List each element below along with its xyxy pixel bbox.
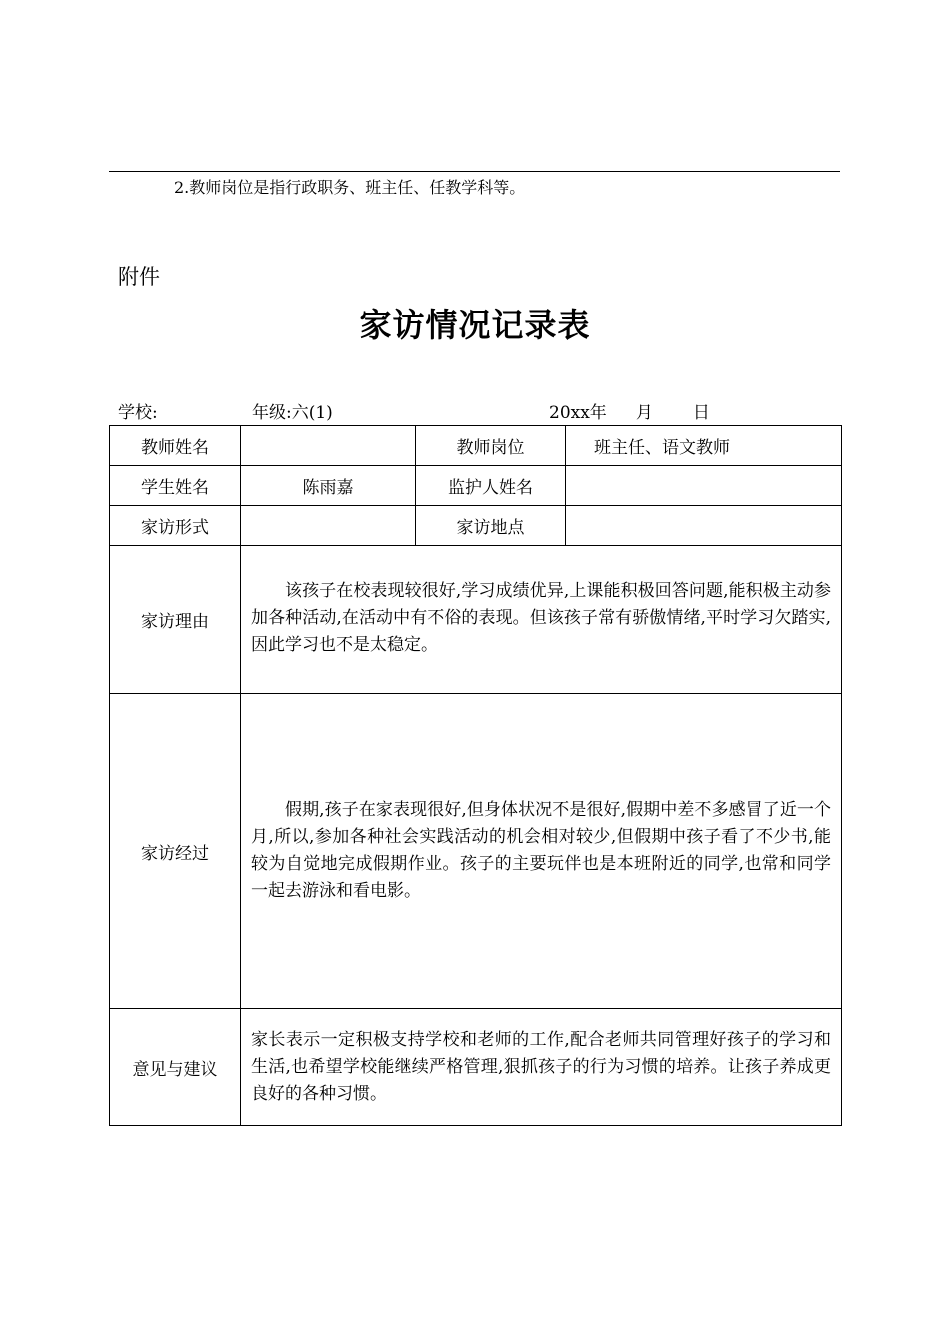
date-month: 月	[635, 403, 653, 423]
home-visit-record-table	[109, 425, 842, 1126]
date-line	[549, 402, 710, 424]
attachment-label: 附件	[118, 265, 160, 289]
visit-reason-label: 家访理由	[110, 546, 241, 694]
date-year: 20xx年	[549, 403, 607, 423]
school-label: 学校:	[118, 403, 158, 423]
visit-place-value	[566, 506, 842, 546]
table-row	[110, 694, 842, 1009]
visit-form-value	[241, 506, 416, 546]
teacher-post-label: 教师岗位	[416, 426, 566, 466]
teacher-name-value	[241, 426, 416, 466]
visit-process-label: 家访经过	[110, 694, 241, 1009]
student-name-label: 学生姓名	[110, 466, 241, 506]
student-name-value: 陈雨嘉	[241, 466, 416, 506]
table-row	[110, 506, 842, 546]
table-row	[110, 1009, 842, 1126]
teacher-name-label: 教师姓名	[110, 426, 241, 466]
visit-reason-cell	[241, 546, 842, 694]
opinion-label: 意见与建议	[110, 1009, 241, 1126]
visit-form-label: 家访形式	[110, 506, 241, 546]
table-row	[110, 426, 842, 466]
visit-place-label: 家访地点	[416, 506, 566, 546]
date-day: 日	[692, 403, 710, 423]
visit-process-text: 假期,孩子在家表现很好,但身体状况不是很好,假期中差不多感冒了近一个月,所以,参加各种社会实践活动的机会相对较少,但假期中孩子看了不少书,能较为自觉地完成假期作业。孩子的主要玩伴也是本班附近的同学,也常和同学一起去游泳和看电影。	[251, 800, 831, 901]
teacher-post-value: 班主任、语文教师	[566, 426, 842, 466]
footnote-text: 2.教师岗位是指行政职务、班主任、任教学科等。	[174, 178, 526, 197]
page-title: 家访情况记录表	[359, 306, 591, 344]
opinion-cell	[241, 1009, 842, 1126]
guardian-name-value	[566, 466, 842, 506]
visit-reason-text: 该孩子在校表现较很好,学习成绩优异,上课能积极回答问题,能积极主动参加各种活动,在活动中有不俗的表现。但该孩子常有骄傲情绪,平时学习欠踏实,因此学习也不是太稳定。	[251, 581, 831, 655]
table-row	[110, 546, 842, 694]
opinion-text: 家长表示一定积极支持学校和老师的工作,配合老师共同管理好孩子的学习和生活,也希望学校能继续严格管理,狠抓孩子的行为习惯的培养。让孩子养成更良好的各种习惯。	[251, 1029, 831, 1104]
grade-label: 年级:六(1)	[252, 403, 333, 423]
table-row	[110, 466, 842, 506]
visit-process-cell	[241, 694, 842, 1009]
top-divider-line	[109, 171, 840, 172]
guardian-name-label: 监护人姓名	[416, 466, 566, 506]
